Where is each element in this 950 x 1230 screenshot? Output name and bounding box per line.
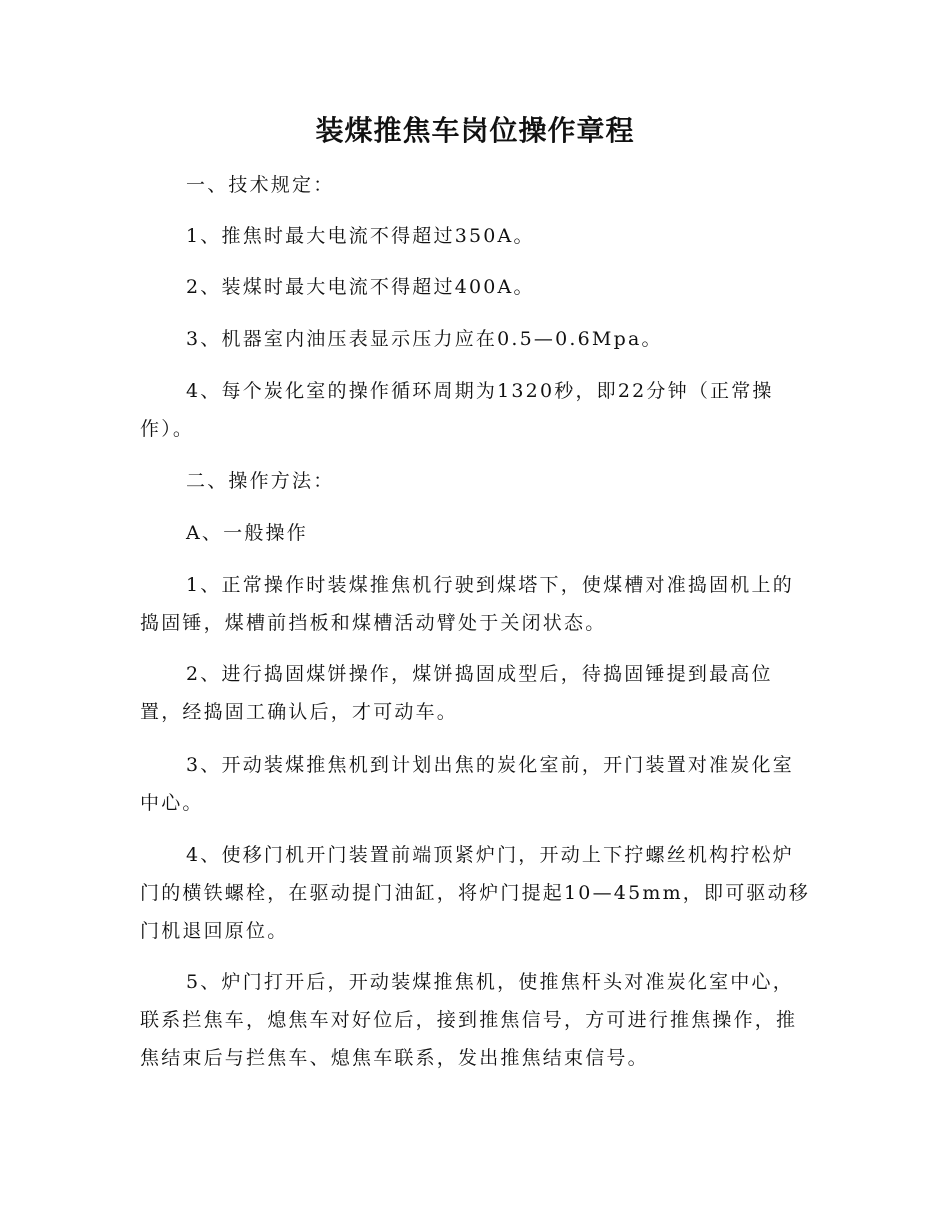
paragraph-rule-3: 3、机器室内油压表显示压力应在0.5—0.6Mpa。 — [186, 328, 663, 350]
paragraph-step-4: 4、使移门机开门装置前端顶紧炉门，开动上下拧螺丝机构拧松炉门的横铁螺栓，在驱动提门油缸，将炉门提起10—45mm，即可驱动移门机退回原位。 — [140, 844, 810, 942]
paragraph-step-1: 1、正常操作时装煤推焦机行驶到煤塔下，使煤槽对准捣固机上的捣固锤，煤槽前挡板和煤槽活动臂处于关闭状态。 — [140, 574, 794, 634]
paragraph-step-3: 3、开动装煤推焦机到计划出焦的炭化室前，开门装置对准炭化室中心。 — [140, 754, 794, 814]
subsection-heading-general-operation: A、一般操作 — [186, 522, 308, 544]
paragraph-rule-4: 4、每个炭化室的操作循环周期为1320秒，即22分钟（正常操作）。 — [140, 380, 774, 440]
section-heading-tech-rules: 一、技术规定： — [186, 174, 335, 196]
paragraph-rule-1: 1、推焦时最大电流不得超过350A。 — [186, 225, 535, 247]
section-heading-operation-methods: 二、操作方法： — [186, 470, 335, 492]
document-title: 装煤推焦车岗位操作章程 — [315, 114, 635, 147]
paragraph-step-2: 2、进行捣固煤饼操作，煤饼捣固成型后，待捣固锤提到最高位置，经捣固工确认后，才可动车。 — [140, 663, 773, 723]
paragraph-rule-2: 2、装煤时最大电流不得超过400A。 — [186, 276, 535, 298]
paragraph-step-5: 5、炉门打开后，开动装煤推焦机，使推焦杆头对准炭化室中心，联系拦焦车，熄焦车对好位后，接到推焦信号，方可进行推焦操作，推焦结束后与拦焦车、熄焦车联系，发出推焦结束信号。 — [140, 971, 798, 1069]
